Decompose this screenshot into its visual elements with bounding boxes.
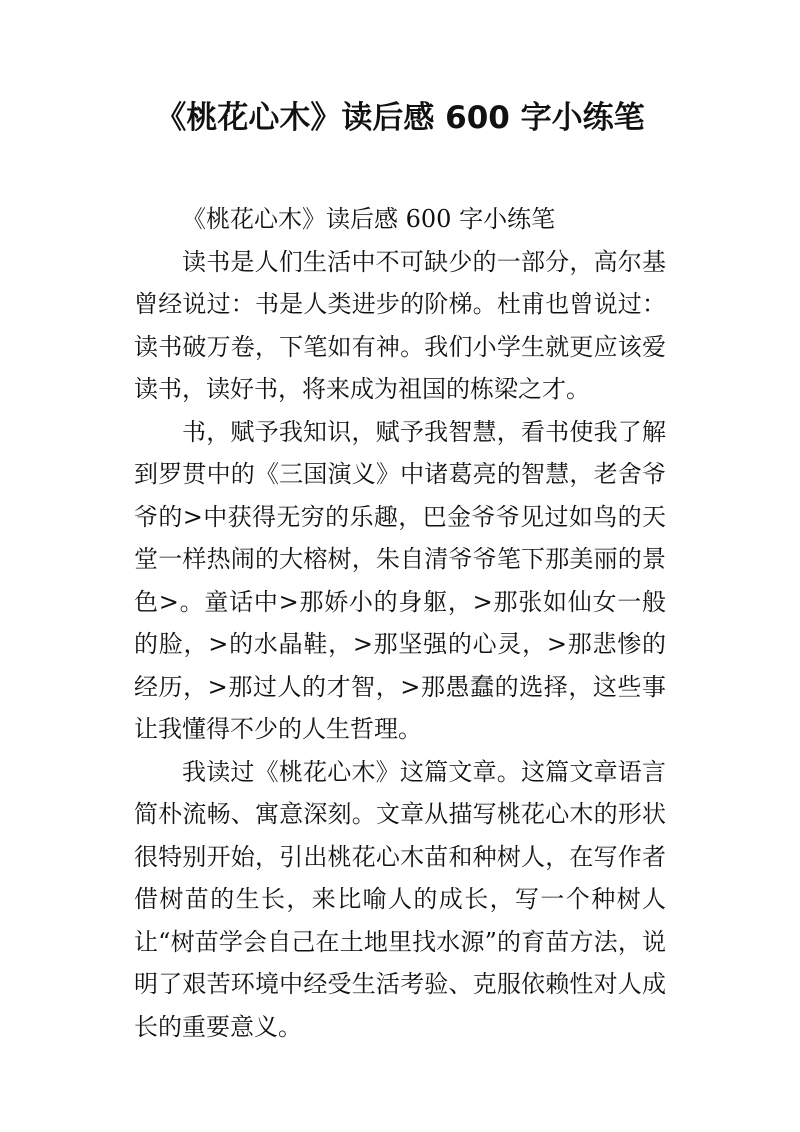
- document-body: [134, 198, 666, 1048]
- document-title: 《桃花心木》读后感 600 字小练笔: [155, 100, 645, 136]
- paragraph-1: 读书是人们生活中不可缺少的一部分，高尔基曾经说过：书是人类进步的阶梯。杜甫也曾说过：读书破万卷，下笔如有神。我们小学生就更应该爱读书，读好书，将来成为祖国的栋梁之才。: [134, 247, 666, 403]
- paragraph-subtitle: 《桃花心木》读后感 600 字小练笔: [182, 205, 556, 233]
- paragraph-2: 书，赋予我知识，赋予我智慧，看书使我了解到罗贯中的《三国演义》中诸葛亮的智慧，老舍爷爷的>中获得无穷的乐趣，巴金爷爷见过如鸟的天堂一样热闹的大榕树，朱自清爷爷笔下那美丽的景色>。童话中>那娇小的身躯，>那张如仙女一般的脸，>的水晶鞋，>那坚强的心灵，>那悲惨的经历，>那过人的才智，>那愚蠢的选择，这些事让我懂得不少的人生哲理。: [134, 417, 666, 743]
- paragraph-3: 我读过《桃花心木》这篇文章。这篇文章语言简朴流畅、寓意深刻。文章从描写桃花心木的形状很特别开始，引出桃花心木苗和种树人，在写作者借树苗的生长，来比喻人的成长，写一个种树人让“树苗学会自己在土地里找水源”的育苗方法，说明了艰苦环境中经受生活考验、克服依赖性对人成长的重要意义。: [134, 757, 666, 1041]
